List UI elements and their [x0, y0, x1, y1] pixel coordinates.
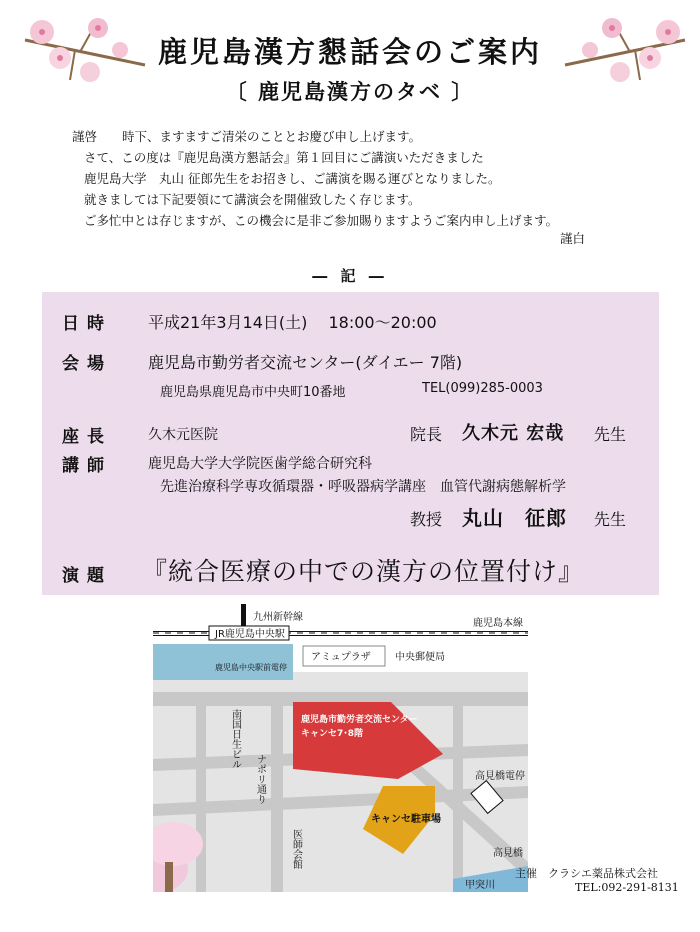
venue-tel: TEL(099)285-0003 [422, 381, 543, 396]
chair-title: 院長 [410, 425, 443, 444]
map-road [271, 692, 283, 892]
napoli-street-label: ナポリ通り [254, 754, 266, 804]
speaker-title: 教授 [410, 510, 443, 529]
venue-address: 鹿児島県鹿児島市中央町10番地 [160, 385, 346, 400]
chair-org: 久木元医院 [148, 427, 218, 443]
speaker-name: 丸山 征郎 [462, 506, 567, 530]
post-office-label: 中央郵便局 [395, 652, 445, 663]
organizer: 主催 クラシエ薬品株式会社 [515, 867, 658, 880]
speaker-org1: 鹿児島大学大学院医歯学総合研究科 [148, 456, 372, 472]
takamibashi-stop-label: 高見橋電停 [475, 771, 525, 782]
speaker-label: 講師 [62, 456, 112, 476]
amu-plaza-label: アミュプラザ [311, 652, 371, 663]
map-road [196, 692, 206, 892]
station-area [153, 644, 293, 680]
chair-honorific: 先生 [594, 425, 627, 444]
tram-station-label: 鹿児島中央駅前電停 [215, 663, 287, 672]
takamibashi-label: 高見橋 [493, 848, 523, 859]
datetime-label: 日時 [62, 314, 112, 334]
letter-line: 就きましては下記要領にて講演会を開催致したく存じます。 [84, 192, 421, 207]
medical-hall-label: 医師会館 [290, 829, 302, 869]
lecture-theme: 『統合医療の中での漢方の位置付け』 [142, 557, 585, 586]
organizer-tel: TEL:092-291-8131 [575, 881, 679, 894]
honsen-label: 鹿児島本線 [473, 618, 523, 629]
page-title: 鹿児島漢方懇話会のご案内 [157, 35, 542, 69]
letter-line: 謹啓 時下、ますますご清栄のこととお慶び申し上げます。 [72, 129, 422, 144]
speaker-org2: 先進治療科学専攻循環器・呼吸器病学講座 血管代謝病態解析学 [160, 479, 566, 495]
chair-name: 久木元 宏哉 [462, 423, 565, 444]
river-label: 甲突川 [465, 880, 495, 891]
venue-value: 鹿児島市勤労者交流センター(ダイエー 7階) [148, 353, 463, 372]
map-road [453, 692, 463, 892]
greeting-letter [60, 126, 660, 231]
page-subtitle: 〔 鹿児島漢方のタベ 〕 [225, 79, 475, 104]
station-label: JR鹿児島中央駅 [215, 629, 285, 640]
shinkansen-label: 九州新幹線 [253, 612, 303, 623]
center-floor-label: キャンセ7･8階 [301, 729, 364, 739]
speaker-honorific: 先生 [594, 510, 627, 529]
letter-line: 鹿児島大学 丸山 征郎先生をお招きし、ご講演を賜る運びとなりました。 [84, 171, 501, 186]
letter-line: ご多忙中とは存じますが、この機会に是非ご参加賜りますようご案内申し上げます。 [84, 213, 559, 228]
datetime-value: 平成21年3月14日(土) 18:00〜20:00 [148, 313, 437, 332]
chair-label: 座長 [62, 427, 112, 447]
theme-label: 演題 [62, 566, 112, 586]
venue-label: 会場 [62, 354, 112, 374]
nangoku-bldg-label: 南国日生ビル [229, 709, 241, 769]
center-name-label: 鹿児島市勤労者交流センター [301, 715, 418, 725]
event-details-box [42, 292, 659, 595]
letter-line: さて、この度は『鹿児島漢方懇話会』第１回目にご講演いただきました [84, 150, 484, 165]
letter-closing: 謹白 [560, 231, 586, 246]
parking-label: キャンセ駐車場 [371, 814, 441, 825]
access-map [153, 604, 528, 892]
ki-heading: ― 記 ― [312, 267, 388, 285]
